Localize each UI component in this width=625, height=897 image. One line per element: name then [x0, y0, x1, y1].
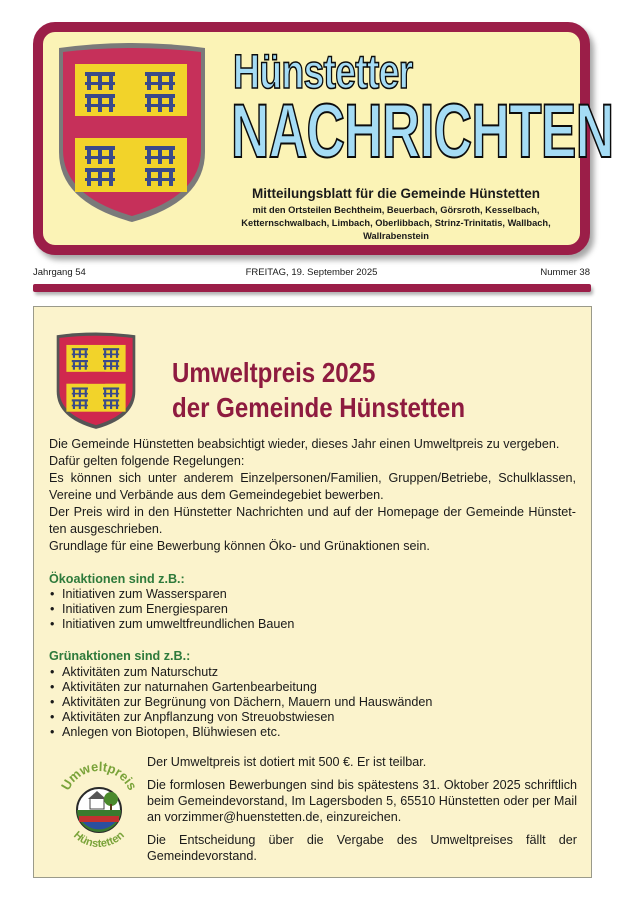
intro-paragraph: Es können sich unter anderem Einzelpersonen/Familien, Gruppen/Betriebe, Schulklassen, Vereine und Verbände aus dem Gemeindegebiet bewerben. — [49, 471, 576, 502]
list-item: • Anlegen von Biotopen, Blühwiesen etc. — [49, 725, 432, 740]
issue-number: Nummer 38 — [540, 267, 590, 278]
list-item: • Aktivitäten zur naturnahen Gartenbearbeitung — [49, 680, 432, 695]
masthead-title-line1: Hünstetter — [233, 46, 413, 99]
masthead-ortsteile: mit den Ortsteilen Bechtheim, Beuerbach, Görsroth, Kesselbach, Ketternschwalbach, Limbach, Oberlibbach, Strinz-Trinitatis, Wallbach, Wallrabenstein — [241, 205, 551, 242]
list-item: • Aktivitäten zur Anpflanzung von Streuobstwiesen — [49, 710, 432, 725]
list-item: • Aktivitäten zur Begrünung von Dächern, Mauern und Hauswänden — [49, 695, 432, 710]
logo-bottom-text: Hünstetten — [71, 829, 127, 851]
issue-date: FREITAG, 19. September 2025 — [245, 267, 378, 278]
closing-paragraph: Die Entscheidung über die Vergabe des Umweltpreises fällt der Gemeindevorstand. — [147, 833, 577, 863]
headline-line2: der Gemeinde Hünstetten — [172, 392, 466, 423]
coat-of-arms-icon — [54, 332, 138, 430]
gruen-list — [49, 665, 432, 740]
list-item: • Initiativen zum Energiesparen — [49, 602, 294, 617]
intro-paragraph: Die Gemeinde Hünstetten beabsichtigt wieder, dieses Jahr einen Umweltpreis zu vergeben. — [49, 437, 560, 451]
intro-paragraph: Dafür gelten folgende Regelungen: — [49, 454, 245, 468]
gruen-heading: Grünaktionen sind z.B.: — [49, 649, 191, 663]
list-item: • Initiativen zum Wassersparen — [49, 587, 294, 602]
article-headline — [172, 355, 465, 425]
closing-paragraph: Die formlosen Bewerbungen sind bis spätestens 31. Oktober 2025 schriftlich beim Gemeindevorstand, Im Lagersboden 5, 65510 Hünstetten oder per Mail an vorzimmer@huenstetten.de, einzureichen. — [147, 778, 577, 824]
list-item: • Aktivitäten zum Naturschutz — [49, 665, 432, 680]
intro-paragraph: Der Preis wird in den Hünstetter Nachrichten und auf der Homepage der Gemeinde Hünstet-ten ausgeschrieben. — [49, 505, 576, 536]
header-divider — [33, 284, 591, 292]
intro-paragraph: Grundlage für eine Bewerbung können Öko- und Grünaktionen sein. — [49, 539, 430, 553]
logo-top-text: Umweltpreis — [57, 758, 141, 793]
issue-volume: Jahrgang 54 — [33, 267, 86, 278]
announcement-box — [33, 306, 592, 878]
masthead — [33, 22, 614, 255]
list-item: • Initiativen zum umweltfreundlichen Bauen — [49, 617, 294, 632]
headline-line1: Umweltpreis 2025 — [172, 357, 376, 388]
masthead-title-line2: NACHRICHTEN — [231, 89, 614, 174]
umweltpreis-logo-icon — [56, 754, 142, 854]
article-intro — [49, 436, 576, 555]
masthead-subtitle: Mitteilungsblatt für die Gemeinde Hünstetten — [251, 186, 540, 201]
oeko-heading: Ökoaktionen sind z.B.: — [49, 572, 185, 586]
oeko-list — [49, 587, 294, 632]
issue-info-line — [33, 266, 590, 280]
closing-paragraph: Der Umweltpreis ist dotiert mit 500 €. Er ist teilbar. — [147, 755, 427, 769]
article-closing — [147, 754, 577, 871]
coat-of-arms-icon — [55, 42, 209, 224]
